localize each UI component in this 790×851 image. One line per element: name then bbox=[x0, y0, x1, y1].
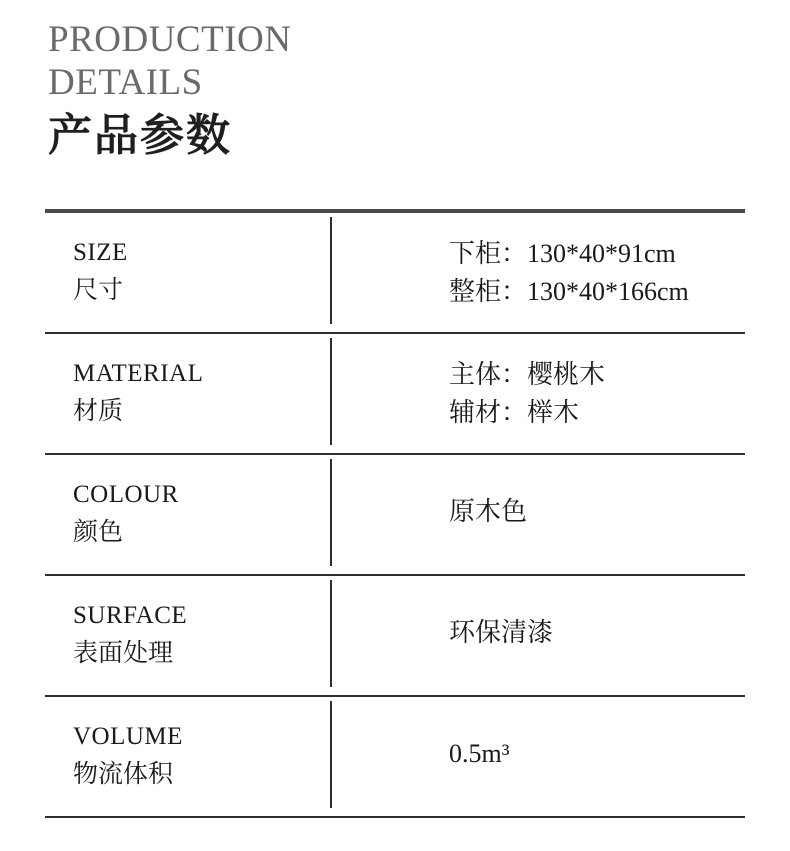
spec-label bbox=[73, 235, 128, 309]
spec-value-line: 主体：樱桃木 bbox=[449, 360, 606, 389]
spec-label-cn: 材质 bbox=[73, 396, 124, 425]
spec-row-volume bbox=[45, 697, 745, 818]
spec-value bbox=[449, 493, 527, 531]
spec-value-line: 原木色 bbox=[449, 497, 528, 526]
spec-label-cn: 尺寸 bbox=[73, 275, 124, 304]
spec-label bbox=[73, 477, 179, 551]
column-divider bbox=[330, 701, 332, 808]
title-cn: 产品参数 bbox=[48, 110, 232, 161]
page-header bbox=[48, 18, 291, 164]
spec-label-cn: 物流体积 bbox=[73, 759, 174, 788]
spec-value-line: 0.5m³ bbox=[449, 739, 510, 768]
spec-value-line: 下柜：130*40*91cm bbox=[449, 239, 676, 268]
title-en-line2: DETAILS bbox=[48, 62, 203, 103]
column-divider bbox=[330, 217, 332, 324]
spec-value-line: 环保清漆 bbox=[449, 618, 554, 647]
spec-label-en: SURFACE bbox=[73, 602, 188, 629]
spec-table bbox=[45, 213, 745, 818]
spec-label-en: VOLUME bbox=[73, 723, 183, 750]
spec-value bbox=[449, 356, 605, 432]
spec-value bbox=[449, 235, 689, 311]
spec-row-material bbox=[45, 334, 745, 455]
spec-label bbox=[73, 356, 203, 430]
spec-label bbox=[73, 719, 183, 793]
spec-label-en: MATERIAL bbox=[73, 360, 204, 387]
spec-value bbox=[449, 614, 553, 652]
spec-label bbox=[73, 598, 187, 672]
spec-label-en: COLOUR bbox=[73, 481, 179, 508]
spec-row-surface bbox=[45, 576, 745, 697]
spec-row-size bbox=[45, 213, 745, 334]
column-divider bbox=[330, 580, 332, 687]
title-en-line1: PRODUCTION bbox=[48, 19, 292, 60]
spec-row-colour bbox=[45, 455, 745, 576]
column-divider bbox=[330, 338, 332, 445]
spec-label-cn: 颜色 bbox=[73, 517, 124, 546]
spec-label-en: SIZE bbox=[73, 239, 128, 266]
spec-value-line: 辅材：榉木 bbox=[449, 398, 580, 427]
spec-value-line: 整柜：130*40*166cm bbox=[449, 277, 689, 306]
spec-value bbox=[449, 735, 510, 773]
column-divider bbox=[330, 459, 332, 566]
spec-label-cn: 表面处理 bbox=[73, 638, 174, 667]
